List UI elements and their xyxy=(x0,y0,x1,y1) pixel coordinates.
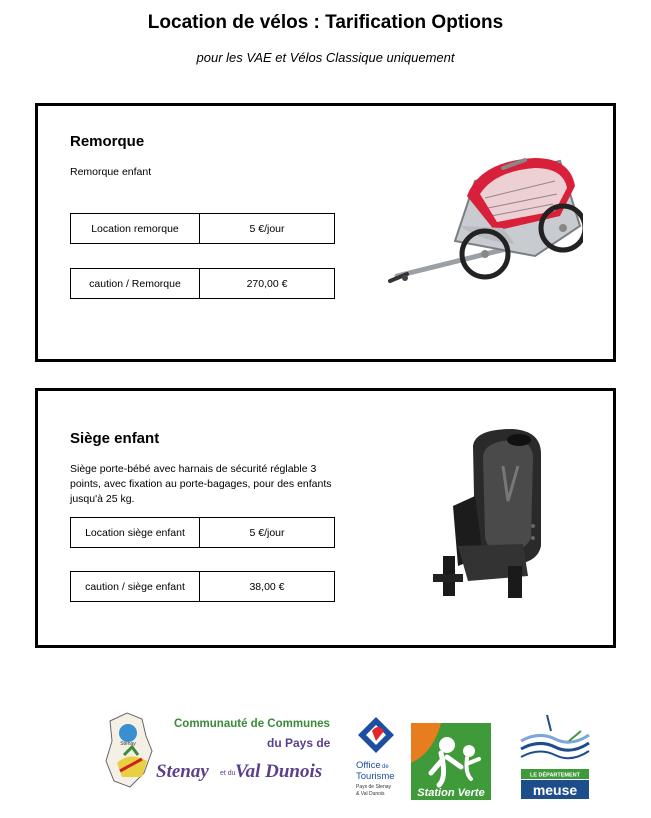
price-value: 270,00 € xyxy=(246,277,288,290)
communaute-communes-logo xyxy=(102,711,334,793)
dept-name: meuse xyxy=(532,782,578,798)
price-row-deposit xyxy=(70,571,335,602)
stenay-mini-text: Stenay xyxy=(120,741,136,747)
trailer-description: Remorque enfant xyxy=(70,166,152,178)
page-subtitle: pour les VAE et Vélos Classique uniquement xyxy=(196,50,455,65)
price-label: Location remorque xyxy=(71,214,200,243)
trailer-title: Remorque xyxy=(70,133,145,150)
ot-line3: Pays de Stenay xyxy=(356,784,392,790)
price-value: 5 €/jour xyxy=(249,222,285,235)
cc-line3-b: et du xyxy=(220,770,236,777)
station-verte-logo xyxy=(411,723,491,800)
price-row-rental xyxy=(70,517,335,548)
departement-meuse-logo xyxy=(519,713,591,801)
ot-line1: Office xyxy=(356,760,381,771)
cc-line1: Communauté de Communes xyxy=(174,718,330,730)
bike-trailer-icon xyxy=(385,156,583,306)
price-value: 38,00 € xyxy=(249,580,285,593)
ot-line4: & Val Dunois xyxy=(356,791,385,797)
price-label: Location siège enfant xyxy=(71,518,200,547)
child-seat-icon xyxy=(413,426,553,601)
price-label: caution / siège enfant xyxy=(71,572,200,601)
partner-logos xyxy=(0,708,651,808)
cc-line3-c: Val Dunois xyxy=(235,761,323,782)
child-seat-description: Siège porte-bébé avec harnais de sécurité réglable 3 points, avec fixation au porte-bagages, pour des enfants jusqu'à 25 kg. xyxy=(70,463,332,505)
station-verte-text: Station Verte xyxy=(417,787,485,799)
trailer-card xyxy=(35,103,616,362)
dept-label: LE DÉPARTEMENT xyxy=(529,772,581,779)
price-value: 5 €/jour xyxy=(249,526,285,539)
child-seat-card xyxy=(35,388,616,648)
price-row-deposit xyxy=(70,268,335,299)
office-tourisme-logo xyxy=(352,713,400,799)
cc-line2: du Pays de xyxy=(267,736,331,750)
ot-line2: Tourisme xyxy=(356,771,395,782)
ot-line1b: de xyxy=(382,764,389,770)
cc-line3-a: Stenay xyxy=(156,761,209,782)
price-row-rental xyxy=(70,213,335,244)
price-label: caution / Remorque xyxy=(71,269,200,298)
child-seat-title: Siège enfant xyxy=(70,430,160,447)
page-title: Location de vélos : Tarification Options xyxy=(147,12,504,33)
